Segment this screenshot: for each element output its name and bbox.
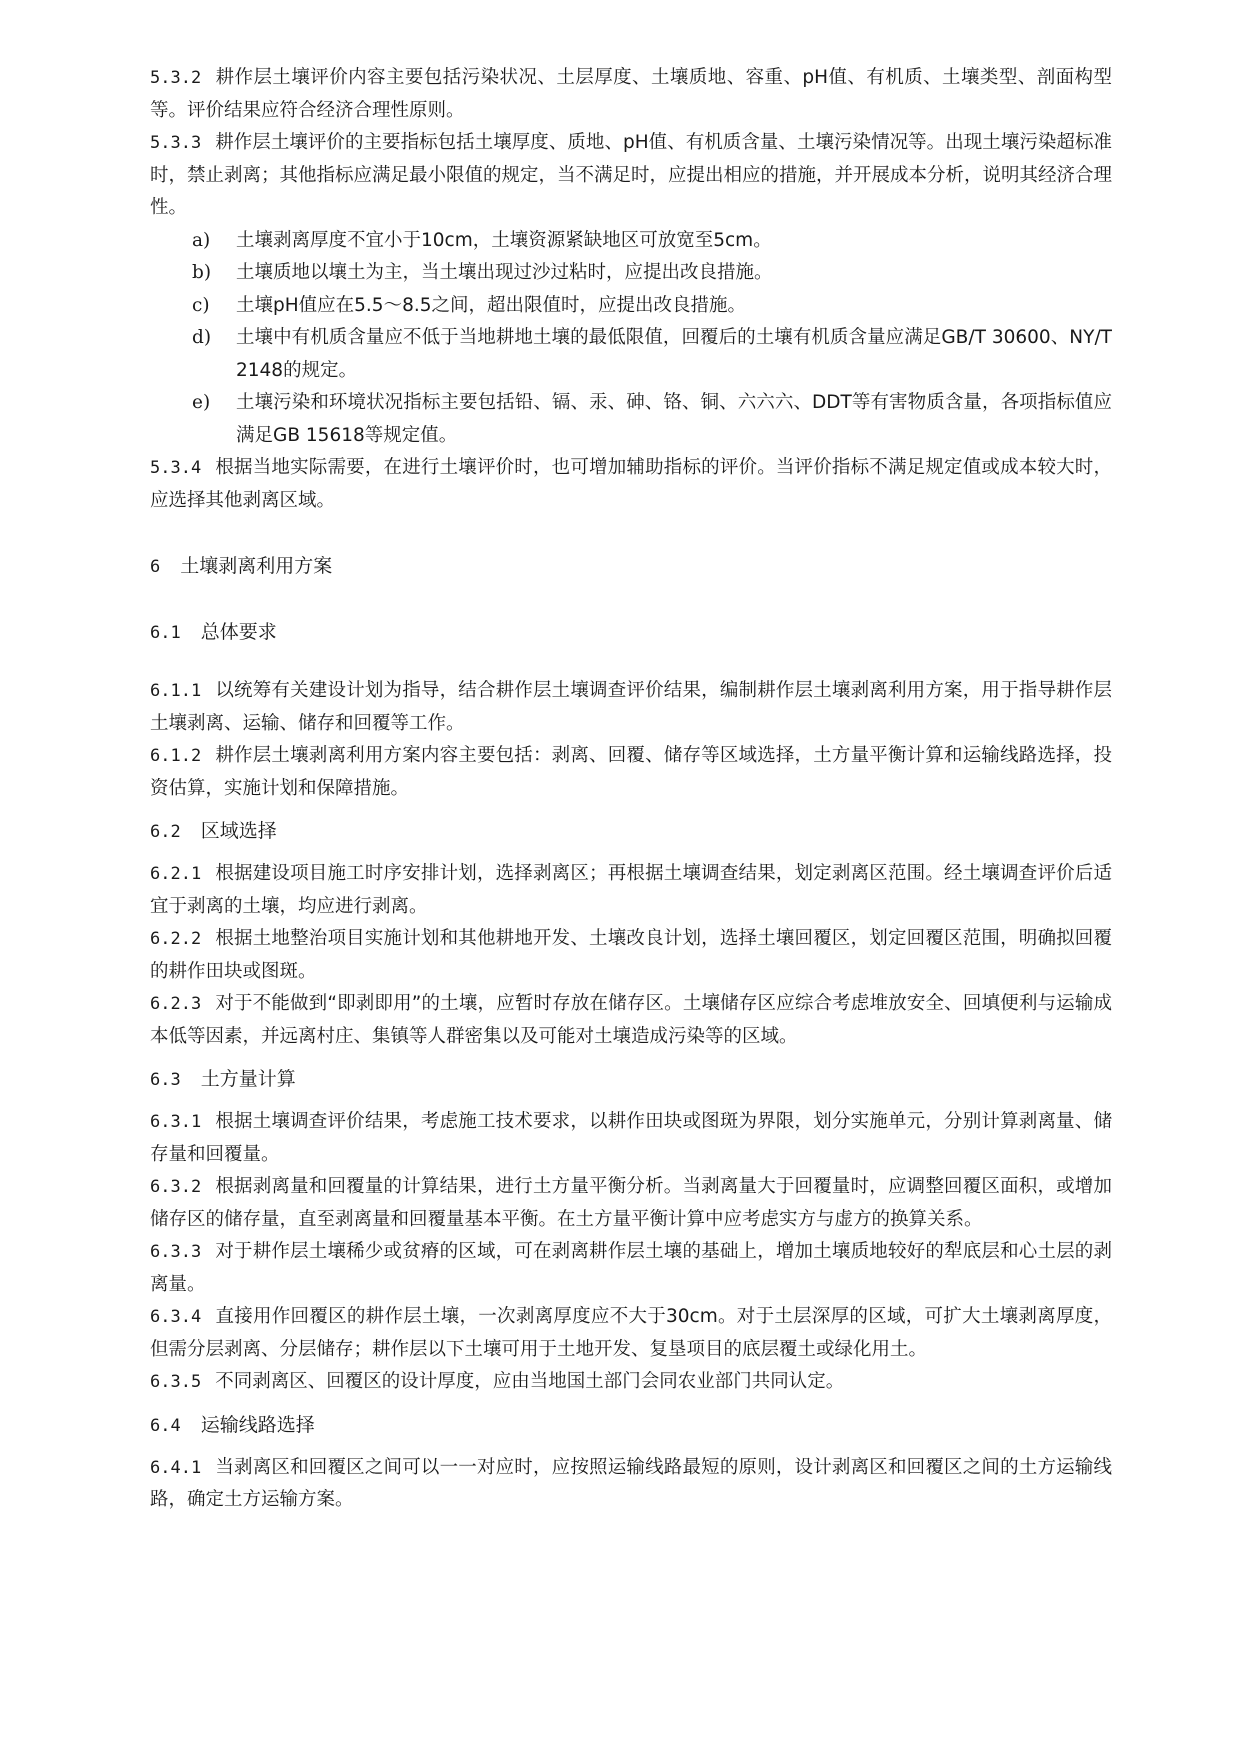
list-item-e: [150, 387, 1112, 452]
clause-text: 直接用作回覆区的耕作层土壤，一次剥离厚度应不大于30cm。对于土层深厚的区域，可扩大土壤剥离厚度，但需分层剥离、分层储存；耕作层以下土壤可用于土地开发、复垦项目的底层覆土或绿化用土。: [150, 1306, 1112, 1360]
heading-number: 6.4: [150, 1415, 181, 1436]
heading-title: 土壤剥离利用方案: [180, 555, 333, 577]
clause-text: 当剥离区和回覆区之间可以一一对应时，应按照运输线路最短的原则，设计剥离区和回覆区之间的土方运输线路，确定土方运输方案。: [150, 1456, 1112, 1510]
clause-6-2-3: [150, 988, 1112, 1053]
clause-6-1-1: [150, 675, 1112, 740]
clause-number: 6.1.1: [150, 681, 202, 701]
clause-text: 根据剥离量和回覆量的计算结果，进行土方量平衡分析。当剥离量大于回覆量时，应调整回覆区面积，或增加储存区的储存量，直至剥离量和回覆量基本平衡。在土方量平衡计算中应考虑实方与虚方的换算关系。: [150, 1176, 1112, 1230]
list-text: 土壤污染和环境状况指标主要包括铅、镉、汞、砷、铬、铜、六六六、DDT等有害物质含量，各项指标值应满足GB 15618等规定值。: [236, 392, 1112, 446]
clause-text: 不同剥离区、回覆区的设计厚度，应由当地国土部门会同农业部门共同认定。: [215, 1371, 845, 1392]
clause-number: 6.2.1: [150, 864, 202, 884]
clause-6-1-2: [150, 740, 1112, 805]
list-text: 土壤剥离厚度不宜小于10cm，土壤资源紧缺地区可放宽至5cm。: [236, 229, 772, 251]
list-marker: a): [192, 229, 211, 251]
list-marker: b): [192, 262, 212, 283]
clause-text: 耕作层土壤评价的主要指标包括土壤厚度、质地、pH值、有机质含量、土壤污染情况等。出现土壤污染超标准时，禁止剥离；其他指标应满足最小限值的规定，当不满足时，应提出相应的措施，并开展成本分析，说明其经济合理性。: [150, 132, 1113, 218]
list-marker: d): [192, 327, 212, 348]
clause-number: 6.3.3: [150, 1242, 202, 1262]
heading-number: 6: [150, 557, 161, 577]
clause-text: 根据土地整治项目实施计划和其他耕地开发、土壤改良计划，选择土壤回覆区，划定回覆区范围，明确拟回覆的耕作田块或图斑。: [150, 928, 1112, 982]
list-item-c: [150, 290, 1112, 323]
clause-6-3-3: [150, 1236, 1112, 1301]
heading-number: 6.2: [150, 822, 181, 842]
clause-text: 根据土壤调查评价结果，考虑施工技术要求，以耕作田块或图斑为界限，划分实施单元，分别计算剥离量、储存量和回覆量。: [150, 1111, 1112, 1165]
clause-6-3-1: [150, 1106, 1112, 1171]
clause-text: 根据当地实际需要，在进行土壤评价时，也可增加辅助指标的评价。当评价指标不满足规定值或成本较大时，应选择其他剥离区域。: [150, 457, 1112, 511]
clause-number: 5.3.2: [150, 68, 202, 88]
clause-text: 对于不能做到“即剥即用”的土壤，应暂时存放在储存区。土壤储存区应综合考虑堆放安全、回填便利与运输成本低等因素，并远离村庄、集镇等人群密集以及可能对土壤造成污染等的区域。: [150, 993, 1112, 1047]
clause-5-3-2: [150, 62, 1112, 127]
clause-number: 6.1.2: [150, 746, 202, 766]
clause-6-3-2: [150, 1171, 1112, 1236]
clause-number: 5.3.3: [150, 133, 202, 153]
heading-number: 6.3: [150, 1070, 181, 1090]
list-item-b: [150, 257, 1112, 290]
list-item-a: [150, 225, 1112, 258]
clause-5-3-4: [150, 452, 1112, 517]
clause-6-4-1: [150, 1452, 1112, 1517]
clause-5-3-3: [150, 127, 1112, 225]
section-6-4-heading: [150, 1409, 1112, 1442]
clause-number: 6.3.1: [150, 1112, 202, 1132]
clause-text: 耕作层土壤评价内容主要包括污染状况、土层厚度、土壤质地、容重、pH值、有机质、土壤类型、剖面构型等。评价结果应符合经济合理性原则。: [150, 67, 1112, 121]
clause-number: 6.4.1: [150, 1457, 202, 1478]
heading-title: 运输线路选择: [200, 1413, 315, 1436]
clause-number: 5.3.4: [150, 458, 202, 478]
clause-number: 6.2.3: [150, 994, 202, 1014]
heading-title: 土方量计算: [200, 1068, 296, 1090]
list-marker: e): [192, 392, 211, 413]
section-6-3-heading: [150, 1063, 1112, 1096]
list-item-d: [150, 322, 1112, 387]
clause-number: 6.3.2: [150, 1177, 202, 1197]
clause-text: 对于耕作层土壤稀少或贫瘠的区域，可在剥离耕作层土壤的基础上，增加土壤质地较好的犁底层和心土层的剥离量。: [150, 1241, 1112, 1295]
clause-text: 以统筹有关建设计划为指导，结合耕作层土壤调查评价结果，编制耕作层土壤剥离利用方案，用于指导耕作层土壤剥离、运输、储存和回覆等工作。: [150, 680, 1112, 734]
heading-title: 总体要求: [200, 621, 277, 643]
clause-number: 6.2.2: [150, 929, 202, 949]
clause-number: 6.3.4: [150, 1307, 202, 1327]
clause-6-3-4: [150, 1301, 1112, 1366]
chapter-6-heading: [150, 550, 1112, 583]
clause-number: 6.3.5: [150, 1372, 202, 1392]
clause-6-2-2: [150, 923, 1112, 988]
section-6-1-heading: [150, 616, 1112, 649]
clause-text: 耕作层土壤剥离利用方案内容主要包括：剥离、回覆、储存等区域选择，土方量平衡计算和运输线路选择，投资估算，实施计划和保障措施。: [150, 745, 1112, 799]
section-6-2-heading: [150, 815, 1112, 848]
list-text: 土壤中有机质含量应不低于当地耕地土壤的最低限值，回覆后的土壤有机质含量应满足GB/T 30600、NY/T 2148的规定。: [236, 327, 1112, 381]
heading-title: 区域选择: [200, 820, 277, 842]
list-marker: c): [192, 294, 210, 316]
list-text: 土壤pH值应在5.5～8.5之间，超出限值时，应提出改良措施。: [236, 294, 746, 316]
clause-6-3-5: [150, 1366, 1112, 1399]
clause-text: 根据建设项目施工时序安排计划，选择剥离区；再根据土壤调查结果，划定剥离区范围。经土壤调查评价后适宜于剥离的土壤，均应进行剥离。: [150, 863, 1112, 917]
list-text: 土壤质地以壤土为主，当土壤出现过沙过粘时，应提出改良措施。: [236, 262, 773, 283]
document-page: [150, 62, 1112, 1517]
heading-number: 6.1: [150, 623, 181, 643]
clause-6-2-1: [150, 858, 1112, 923]
